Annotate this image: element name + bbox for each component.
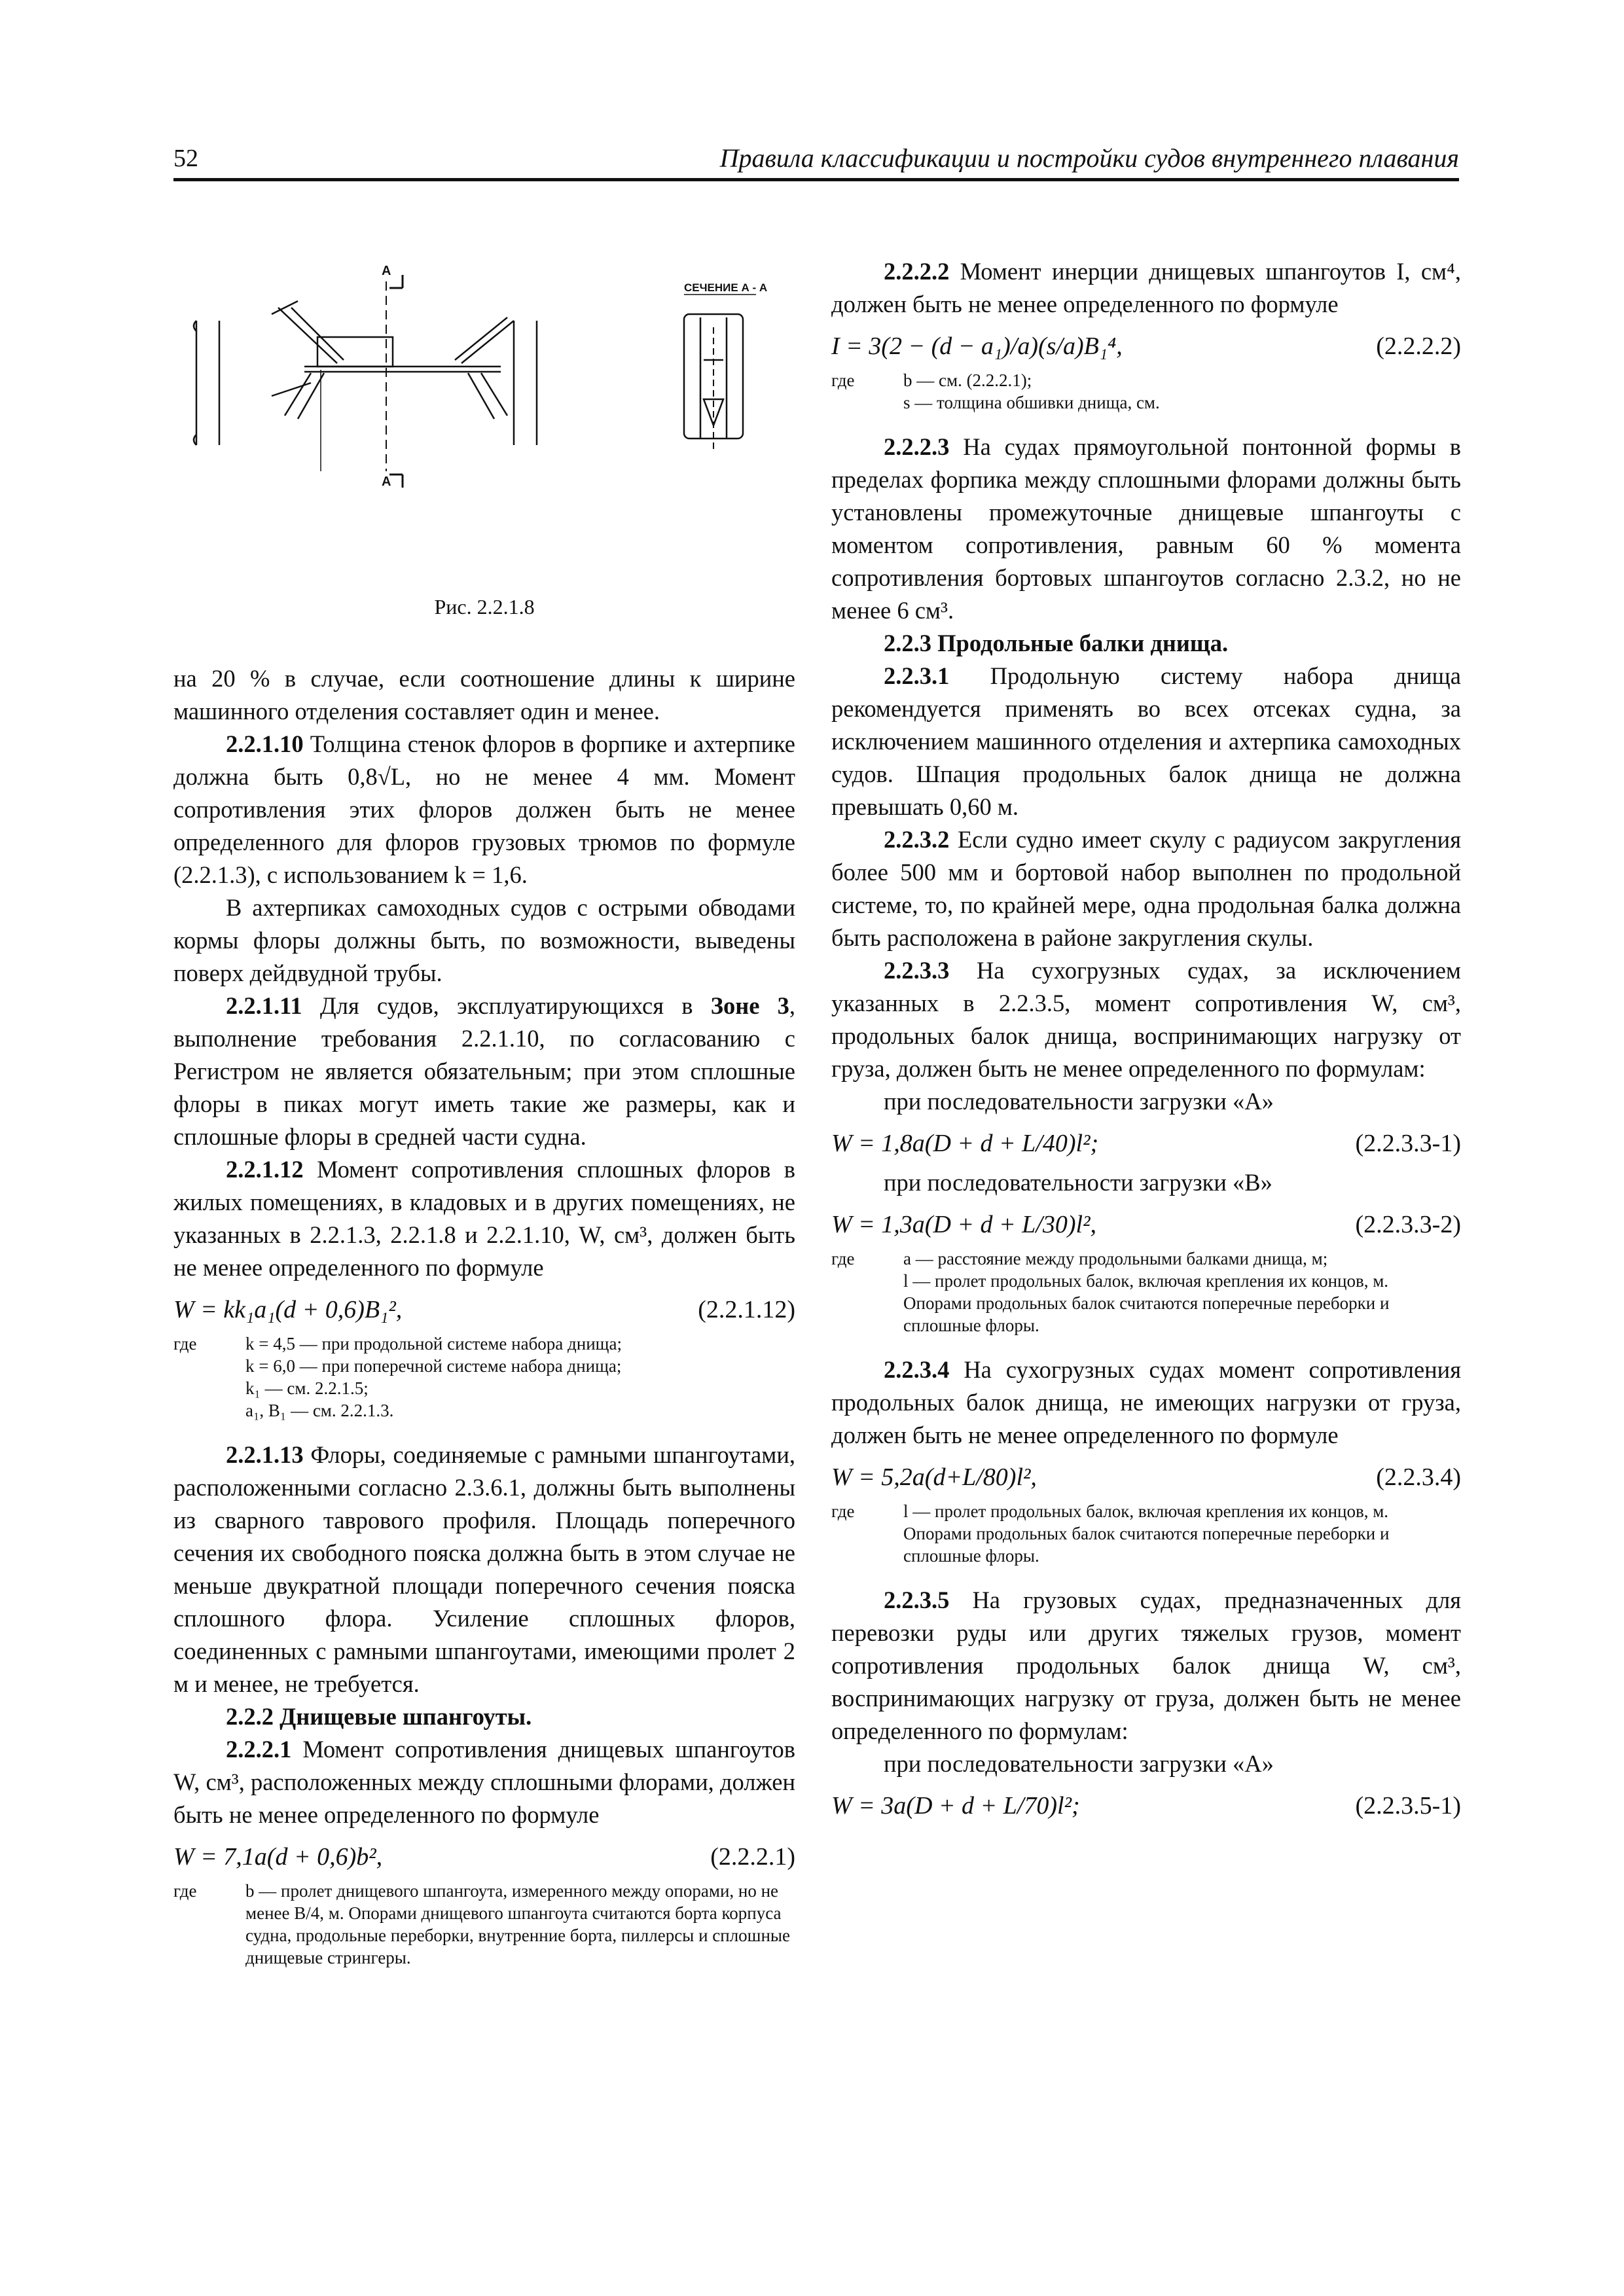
paragraph-2-2-3-4 [831, 1354, 1461, 1452]
clause-number: 2.2.3.4 [884, 1356, 950, 1383]
paragraph-2-2-2-2 [831, 255, 1461, 321]
equation-2-2-3-3-2 [831, 1208, 1461, 1241]
running-title: Правила классификации и постройки судов внутреннего плавания [719, 143, 1459, 173]
clause-text: Если судно имеет скулу с радиусом закругления более 500 мм и бортовой набор выполнен по продольной системе, то, по крайней мере, одна продольная балка должна быть расположена в районе закругления скулы. [831, 826, 1461, 951]
section-mark-bottom: А [382, 475, 391, 489]
equation-2-2-1-12 [173, 1293, 795, 1326]
clause-text: На сухогрузных судах момент сопротивления продольных балок днища, не имеющих нагрузки от груза, должен быть не менее определенного по формуле [831, 1356, 1462, 1448]
equation-number: (2.2.3.5-1) [1355, 1792, 1461, 1820]
paragraph-2-2-1-12 [173, 1153, 795, 1284]
equation-number: (2.2.2.2) [1376, 332, 1461, 360]
clause-text: Толщина стенок флоров в форпике и ахтерпике должна быть 0,8√L, но не менее 4 мм. Момент сопротивления этих флоров должен быть не менее определенного для флоров грузовых трюмов по формуле (2.2.1.3), с использованием k = 1,6. [173, 730, 795, 888]
where-item: b — пролет днищевого шпангоута, измеренного между опорами, но не менее B/4, м. Опорами днищевого шпангоута считаются борта корпуса судна, продольные переборки, внутренние борта, пиллерсы и сплошные днищевые стрингеры. [245, 1881, 791, 1967]
clause-text: , выполнение требования 2.2.1.10, по согласованию с Регистром не является обязательным; при этом сплошные флоры в пиках могут иметь такие же размеры, как и сплошные флоры в средней части судна. [173, 992, 796, 1150]
equation-2-2-3-3-1 [831, 1127, 1461, 1160]
clause-number: 2.2.1.11 [226, 992, 302, 1019]
paragraph-2-2-3-3 [831, 954, 1461, 1085]
where-items [903, 1247, 1461, 1336]
clause-text: На сухогрузных судах, за исключением указанных в 2.2.3.5, момент сопротивления W, см³, продольных балок днища, воспринимающих нагрузку от груза, должен быть не менее определенного по формулам: [831, 957, 1461, 1082]
equation-2-2-2-1 [173, 1840, 795, 1873]
clause-text: Продольную систему набора днища рекомендуется применять во всех отсеках судна, за исключением машинного отделения и ахтерпика самоходных судов. Шпация продольных балок днища не должна превышать 0,60 м. [831, 662, 1461, 820]
equation-2-2-3-5-1 [831, 1789, 1461, 1822]
where-items [903, 369, 1461, 414]
where-item: a — расстояние между продольными балками днища, м; [903, 1249, 1328, 1268]
section-heading-2-2-2: 2.2.2 Днищевые шпангоуты. [226, 1703, 532, 1730]
formula: W = kk₁a₁(d + 0,6)B₁², [173, 1296, 403, 1323]
clause-text: На судах прямоугольной понтонной формы в пределах форпика между сплошными флорами должны быть установлены промежуточные днищевые шпангоуты с моментом сопротивления, равным 60 % момента сопротивления бортовых шпангоутов согласно 2.3.2, но не менее 6 см³. [831, 433, 1461, 624]
formula: W = 1,3a(D + d + L/30)l², [831, 1211, 1096, 1238]
zone-label: Зоне 3 [710, 992, 789, 1019]
clause-number: 2.2.1.12 [226, 1156, 304, 1183]
floor-section-drawing [173, 255, 795, 596]
figure-caption: Рис. 2.2.1.8 [434, 595, 535, 619]
clause-number: 2.2.3.5 [884, 1587, 950, 1613]
where-label: где [173, 1334, 197, 1354]
section-mark-top: А [382, 264, 391, 278]
clause-number: 2.2.2.2 [884, 258, 950, 285]
clause-number: 2.2.3.1 [884, 662, 950, 689]
equation-number: (2.2.3.4) [1376, 1463, 1461, 1491]
figure-2-2-1-8 [173, 255, 795, 596]
where-item: b — см. (2.2.2.1); [903, 370, 1032, 390]
section-title: СЕЧЕНИЕ А - А [684, 281, 768, 294]
equation-2-2-2-2 [831, 330, 1461, 363]
clause-text: Момент сопротивления днищевых шпангоутов W, см³, расположенных между сплошными флорами, должен быть не менее определенного по формуле [173, 1736, 796, 1828]
clause-number: 2.2.3.2 [884, 826, 950, 853]
clause-number: 2.2.3.3 [884, 957, 950, 984]
where-item: k₁ — см. 2.2.1.5; [245, 1378, 369, 1398]
where-item: s — толщина обшивки днища, см. [903, 393, 1160, 412]
paragraph-2-2-1-11 [173, 990, 795, 1153]
formula: W = 1,8a(D + d + L/40)l²; [831, 1130, 1099, 1157]
equation-number: (2.2.2.1) [710, 1843, 795, 1871]
where-item: k = 4,5 — при продольной системе набора днища; [245, 1334, 622, 1354]
where-block [173, 1880, 795, 1969]
clause-number: 2.2.1.10 [226, 730, 304, 757]
paragraph-2-2-3-1 [831, 660, 1461, 823]
where-block [831, 369, 1461, 414]
clause-number: 2.2.2.3 [884, 433, 950, 460]
where-item: l — пролет продольных балок, включая крепления их концов, м. Опорами продольных балок считаются поперечные переборки и сплошные флоры. [903, 1271, 1390, 1335]
equation-number: (2.2.3.3-2) [1355, 1211, 1461, 1238]
where-item: k = 6,0 — при поперечной системе набора днища; [245, 1356, 622, 1376]
paragraph: на 20 % в случае, если соотношение длины к ширине машинного отделения составляет один и менее. [173, 665, 795, 725]
paragraph-2-2-1-10 [173, 728, 795, 891]
where-label: где [831, 1249, 855, 1268]
clause-number: 2.2.1.13 [226, 1441, 304, 1468]
where-item: a₁, B₁ — см. 2.2.1.3. [245, 1401, 394, 1420]
load-sequence-a: при последовательности загрузки «А» [884, 1088, 1274, 1115]
where-label: где [831, 1501, 855, 1521]
equation-number: (2.2.1.12) [698, 1296, 795, 1323]
left-column [173, 255, 795, 1986]
formula: W = 7,1a(d + 0,6)b², [173, 1843, 383, 1871]
clause-text: Флоры, соединяемые с рамными шпангоутами, расположенными согласно 2.3.6.1, должны быть выполнены из сварного таврового профиля. Площадь поперечного сечения их свободного пояска должна быть в этом случае не меньше двукратной площади поперечного сечения пояска сплошного флора. Усиление сплошных флоров, соединенных с рамными шпангоутами, имеющими пролет 2 м и менее, не требуется. [173, 1441, 795, 1697]
where-label: где [173, 1881, 197, 1901]
clause-text: Момент инерции днищевых шпангоутов I, см⁴, должен быть не менее определенного по формуле [831, 258, 1461, 317]
paragraph-2-2-2-3 [831, 431, 1461, 627]
paragraph: В ахтерпиках самоходных судов с острыми обводами кормы флоры должны быть, по возможности, выведены поверх дейдвудной трубы. [173, 894, 795, 986]
section-heading-2-2-3: 2.2.3 Продольные балки днища. [884, 630, 1229, 656]
clause-text: Для судов, эксплуатирующихся в [319, 992, 693, 1019]
paragraph-2-2-2-1 [173, 1733, 795, 1831]
clause-text: На грузовых судах, предназначенных для перевозки руды или других тяжелых грузов, момент сопротивления продольных балок днища W, см³, воспринимающих нагрузку от груза, должен быть не менее определенного по формулам: [831, 1587, 1462, 1744]
right-column [831, 255, 1461, 1829]
paragraph-2-2-3-2 [831, 823, 1461, 954]
clause-number: 2.2.2.1 [226, 1736, 292, 1763]
paragraph-2-2-1-13 [173, 1439, 795, 1700]
where-block [831, 1500, 1461, 1567]
where-label: где [831, 370, 855, 390]
equation-2-2-3-4 [831, 1461, 1461, 1494]
formula: W = 5,2a(d+L/80)l², [831, 1463, 1037, 1491]
where-block [831, 1247, 1461, 1336]
formula: I = 3(2 − (d − a₁)/a)(s/a)B₁⁴, [831, 332, 1123, 360]
where-items [245, 1333, 795, 1422]
where-item: l — пролет продольных балок, включая крепления их концов, м. Опорами продольных балок считаются поперечные переборки и сплошные флоры. [903, 1501, 1390, 1566]
header-rule [173, 178, 1459, 181]
clause-text: Момент сопротивления сплошных флоров в жилых помещениях, в кладовых и в других помещениях, не указанных в 2.2.1.3, 2.2.1.8 и 2.2.1.10, W, см³, должен быть не менее определенного по формуле [173, 1156, 795, 1281]
where-block [173, 1333, 795, 1422]
formula: W = 3a(D + d + L/70)l²; [831, 1792, 1080, 1820]
paragraph-2-2-3-5 [831, 1584, 1461, 1748]
load-sequence-a: при последовательности загрузки «А» [884, 1750, 1274, 1777]
page-number: 52 [173, 145, 198, 172]
equation-number: (2.2.3.3-1) [1355, 1130, 1461, 1157]
load-sequence-b: при последовательности загрузки «В» [884, 1169, 1272, 1196]
